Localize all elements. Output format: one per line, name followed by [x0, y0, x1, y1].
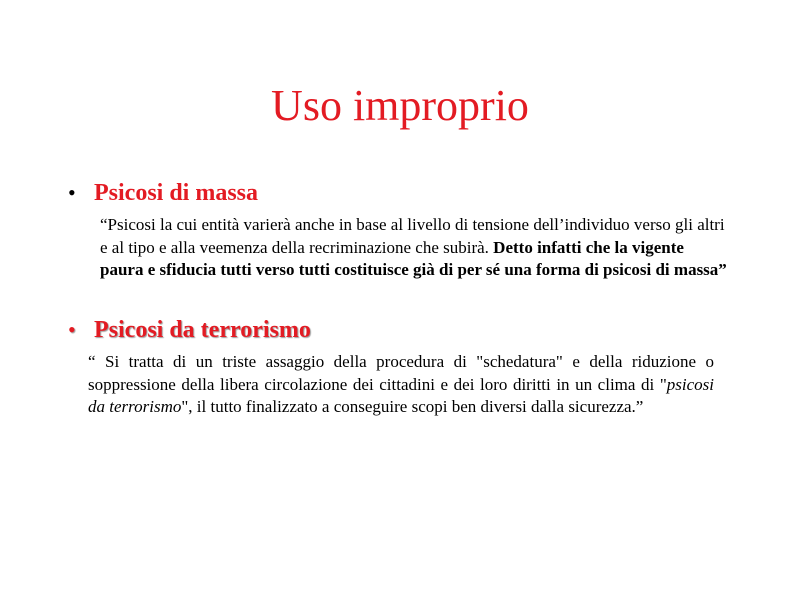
quote-bold-text: Detto infatti che la vigente paura e sfiducia tutti verso tutti costituisce già di per sé una forma di psicosi di massa” — [100, 237, 727, 279]
section-heading: Psicosi da terrorismo — [94, 317, 311, 343]
quote-psicosi-di-massa — [100, 214, 730, 282]
bullet-item-psicosi-di-massa — [68, 180, 258, 207]
quote-text: ", il tutto finalizzato a conseguire scopi ben diversi dalla sicurezza.” — [181, 397, 644, 416]
quote-text: “ Si tratta di un triste assaggio della procedura di "schedatura" e della riduzione o soppressione della libera circolazione dei cittadini e dei loro diritti in un clima di " — [88, 352, 714, 394]
quote-psicosi-da-terrorismo — [88, 351, 714, 419]
section-heading: Psicosi di massa — [94, 180, 259, 206]
quote-italic-text: psicosi da terrorismo — [88, 374, 714, 416]
slide-title: Uso improprio — [271, 81, 529, 130]
quote-text: “Psicosi la cui entità varierà anche in base al livello di tensione dell’individuo verso gli altri e al tipo e alla veemenza della recriminazione che subirà. — [100, 215, 725, 257]
bullet-icon: • — [68, 317, 76, 342]
bullet-item-psicosi-da-terrorismo — [68, 317, 311, 344]
bullet-icon: • — [68, 180, 76, 205]
